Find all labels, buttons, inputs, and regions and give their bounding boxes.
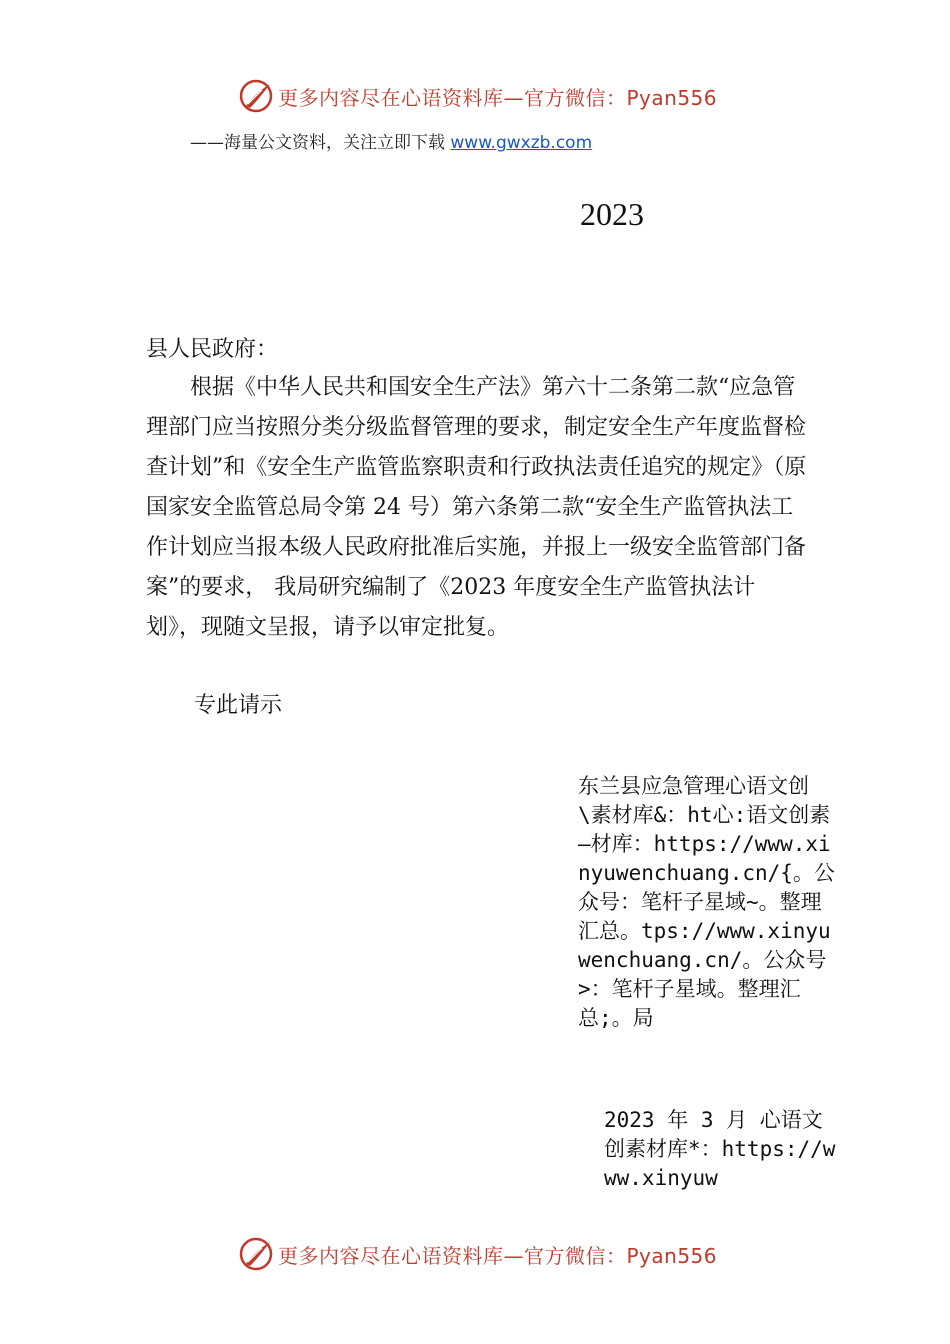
greeting: 县人民政府：	[146, 337, 279, 362]
body-paragraph-text: 根据《中华人民共和国安全生产法》第六十二条第二款“应急管理部门应当按照分类分级监督管理的要求，制定安全生产年度监督检查计划”和《安全生产监管监察职责和行政执法责任追究的规定》（原国家安全监管总局令第 24 号）第六条第二款“安全生产监管执法工作计划应当报本级人民政府批准后实施，并报上一级安全监管部门备案”的要求， 我局研究编制了《2023 年度安全生产监管执法计划》，现随文呈报，请予以审定批复。	[146, 375, 807, 640]
feather-logo-icon	[238, 1236, 274, 1272]
download-subline	[190, 128, 592, 153]
date-block: 2023 年 3 月 心语文创素材库*：https://www.xinyuw	[604, 1108, 836, 1190]
banner-text	[278, 82, 717, 111]
body-paragraph	[146, 368, 808, 648]
header-banner	[0, 76, 950, 126]
footer-banner-text	[278, 1240, 717, 1269]
doc-title: 2023	[580, 196, 644, 232]
banner-account: Pyan556	[626, 86, 718, 110]
signature-block: 东兰县应急管理心语文创\素材库&：ht心:语文创素—材库：https://www.xinyuwenchuang.cn/{。公众号：笔杆子星域~。整理汇总。tps://www.xinyuwenchuang.cn/。公众号>：笔杆子星域。整理汇总;。局	[578, 774, 835, 1030]
closing-line: 专此请示	[194, 693, 283, 718]
footer-banner-account: Pyan556	[626, 1244, 718, 1268]
footer-banner-label: 更多内容尽在心语资料库—官方微信：	[278, 1244, 627, 1268]
subline-text: ——海量公文资料，关注立即下载	[190, 133, 451, 153]
feather-logo-icon	[238, 78, 274, 114]
download-link[interactable]: www.gwxzb.com	[450, 133, 593, 153]
footer-banner	[0, 1234, 950, 1284]
banner-label: 更多内容尽在心语资料库—官方微信：	[278, 86, 627, 110]
